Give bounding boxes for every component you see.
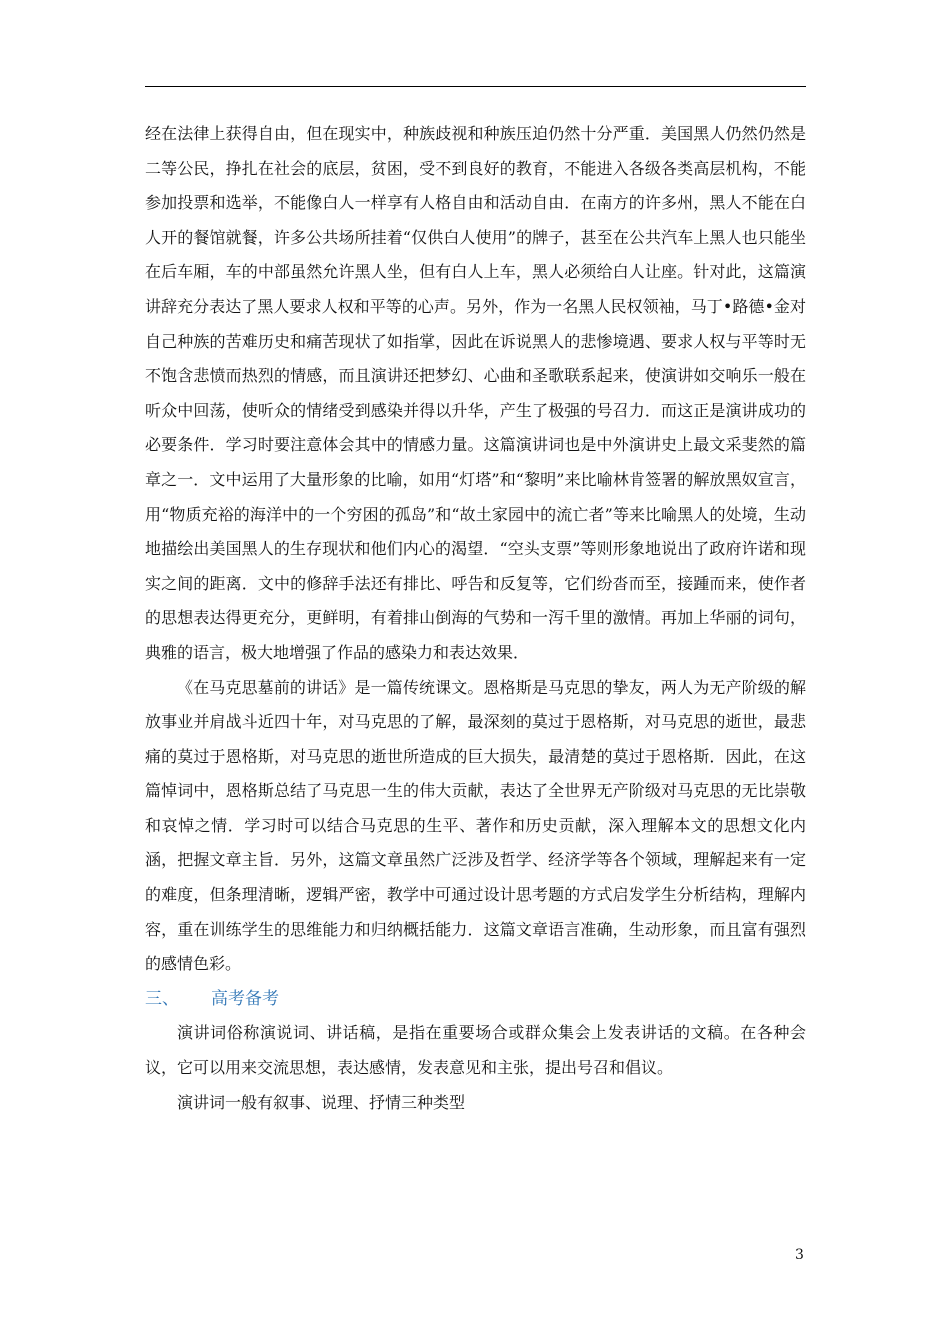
section-heading-number: 三、 [145,988,179,1009]
page-number: 3 [795,1247,804,1263]
header-rule [145,86,806,87]
section-heading-title: 高考备考 [211,988,279,1009]
paragraph-civil-rights-speech: 经在法律上获得自由，但在现实中，种族歧视和种族压迫仍然十分严重．美国黑人仍然仍然是二等公民，挣扎在社会的底层，贫困，受不到良好的教育，不能进入各级各类高层机构，不能参加投票和选举，不能像白人一样享有人格自由和活动自由．在南方的许多州，黑人不能在白人开的餐馆就餐，许多公共场所挂着“仅供白人使用”的牌子，甚至在公共汽车上黑人也只能坐在后车厢，车的中部虽然允许黑人坐，但有白人上车，黑人必须给白人让座。针对此，这篇演讲辞充分表达了黑人要求人权和平等的心声。另外，作为一名黑人民权领袖，马丁•路德•金对自己种族的苦难历史和痛苦现状了如指掌，因此在诉说黑人的悲惨境遇、要求人权与平等时无不饱含悲愤而热烈的情感，而且演讲还把梦幻、心曲和圣歌联系起来，使演讲如交响乐一般在听众中回荡，使听众的情绪受到感染并得以升华，产生了极强的号召力．而这正是演讲成功的必要条件．学习时要注意体会其中的情感力量。这篇演讲词也是中外演讲史上最文采斐然的篇章之一．文中运用了大量形象的比喻，如用“灯塔”和“黎明”来比喻林肯签署的解放黑奴宣言，用“物质充裕的海洋中的一个穷困的孤岛”和“故土家园中的流亡者”等来比喻黑人的处境，生动地描绘出美国黑人的生存现状和他们内心的渴望．“空头支票”等则形象地说出了政府许诺和现实之间的距离．文中的修辞手法还有排比、呼告和反复等，它们纷沓而至，接踵而来，使作者的思想表达得更充分，更鲜明，有着排山倒海的气势和一泻千里的激情。再加上华丽的词句，典雅的语言，极大地增强了作品的感染力和表达效果． [145,124,806,662]
section-heading [145,982,806,1017]
paragraph-speech-types: 演讲词一般有叙事、说理、抒情三种类型 [177,1092,466,1112]
paragraph-marx-eulogy: 《在马克思墓前的讲话》是一篇传统课文。恩格斯是马克思的挚友，两人为无产阶级的解放事业并肩战斗近四十年，对马克思的了解，最深刻的莫过于恩格斯，对马克思的逝世，最悲痛的莫过于恩格斯，对马克思的逝世所造成的巨大损失，最清楚的莫过于恩格斯．因此，在这篇悼词中，恩格斯总结了马克思一生的伟大贡献，表达了全世界无产阶级对马克思的无比崇敬和哀悼之情．学习时可以结合马克思的生平、著作和历史贡献，深入理解本文的思想文化内涵，把握文章主旨．另外，这篇文章虽然广泛涉及哲学、经济学等各个领域，理解起来有一定的难度，但条理清晰，逻辑严密，教学中可通过设计思考题的方式启发学生分析结构，理解内容，重在训练学生的思维能力和归纳概括能力．这篇文章语言准确，生动形象，而且富有强烈的感情色彩。 [145,677,806,974]
paragraph-speech-definition: 演讲词俗称演说词、讲话稿，是指在重要场合或群众集会上发表讲话的文稿。在各种会议，它可以用来交流思想，表达感情，发表意见和主张，提出号召和倡议。 [145,1023,806,1078]
body-text [145,117,806,1120]
